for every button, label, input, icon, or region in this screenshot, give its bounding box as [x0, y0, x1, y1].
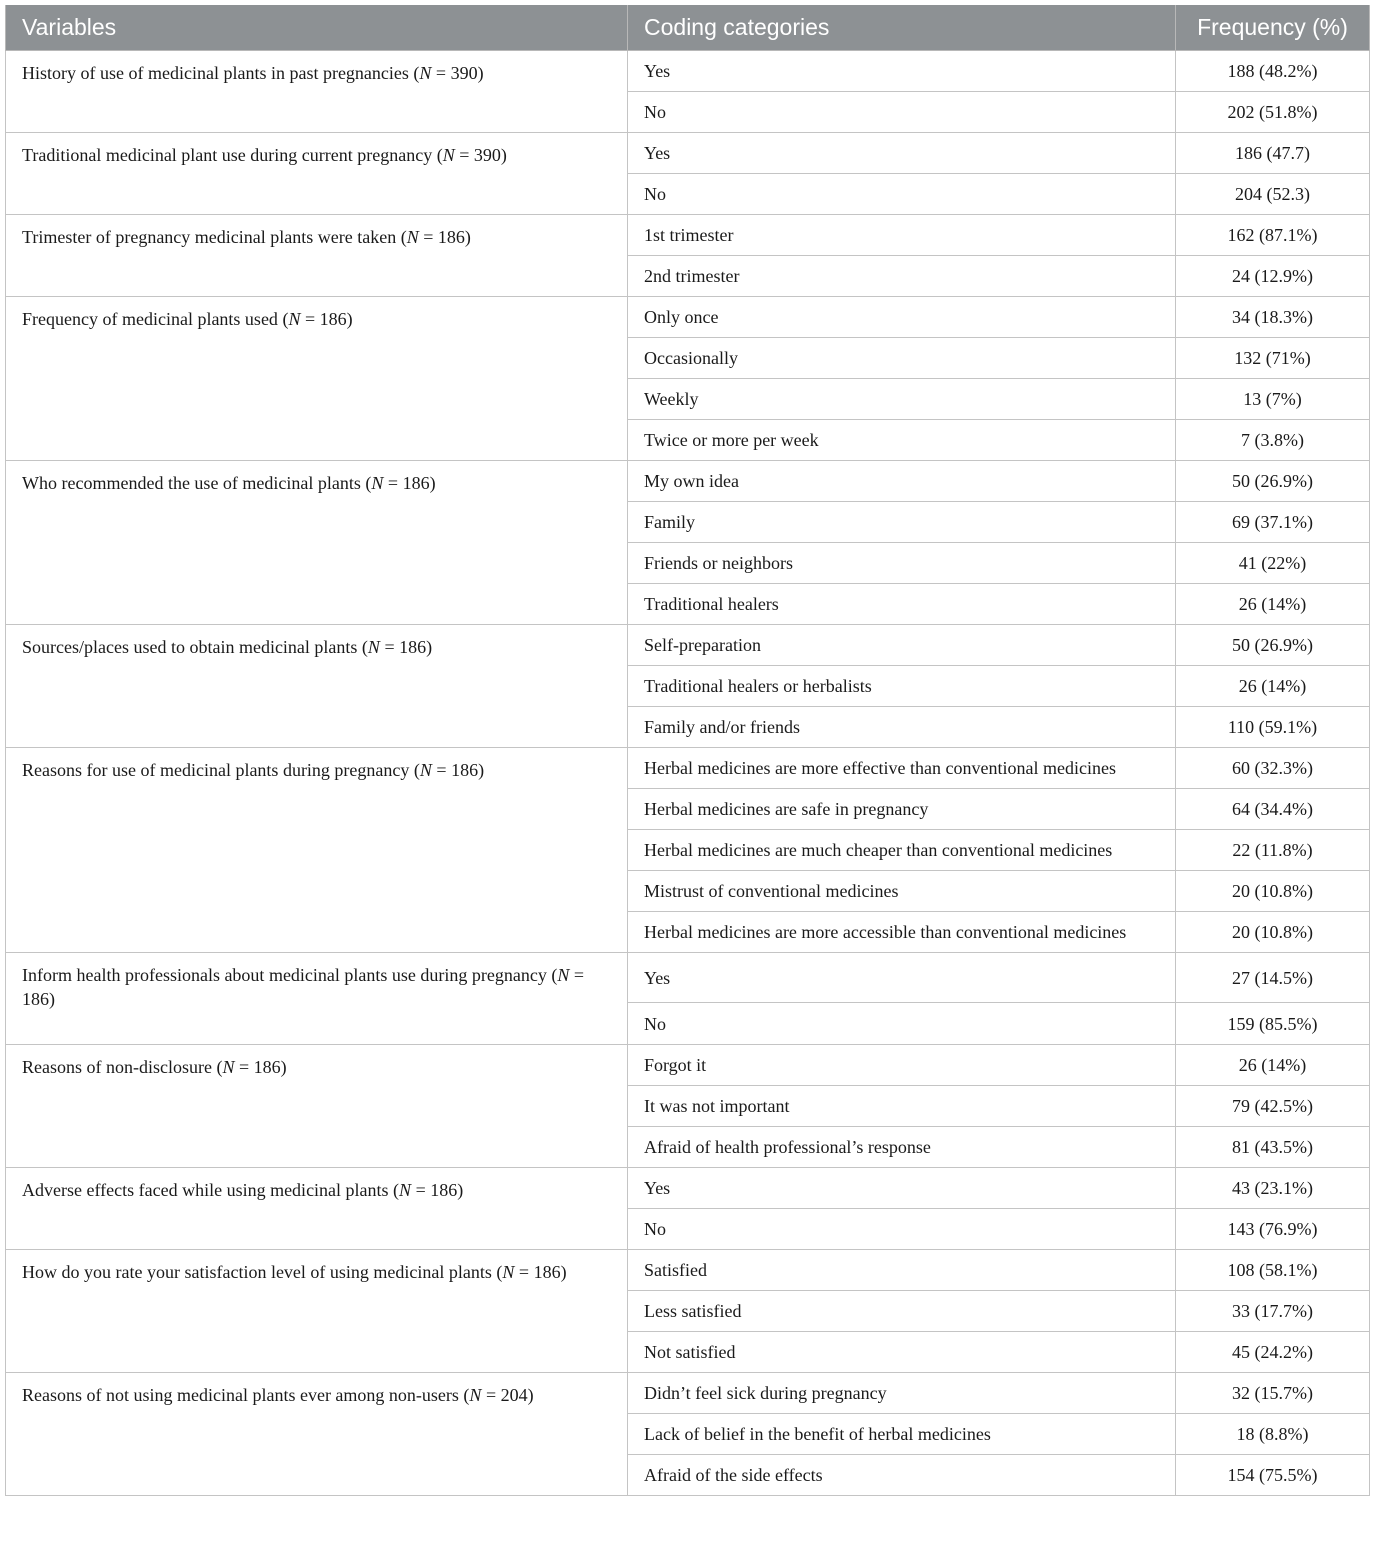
coding-category-cell: Herbal medicines are more accessible than conventional medicines — [628, 912, 1176, 953]
frequency-cell: 26 (14%) — [1176, 666, 1370, 707]
variable-cell: Frequency of medicinal plants used (N = 186) — [6, 297, 628, 461]
variable-cell: Adverse effects faced while using medicinal plants (N = 186) — [6, 1168, 628, 1250]
coding-category-cell: Not satisfied — [628, 1332, 1176, 1373]
sample-size-symbol: N — [442, 145, 455, 165]
table-row — [6, 1373, 1370, 1414]
table-row — [6, 1168, 1370, 1209]
coding-category-cell: No — [628, 1003, 1176, 1045]
table-row — [6, 51, 1370, 92]
frequency-cell: 108 (58.1%) — [1176, 1250, 1370, 1291]
header-coding-categories: Coding categories — [628, 5, 1176, 51]
coding-category-cell: Forgot it — [628, 1045, 1176, 1086]
sample-size-symbol: N — [502, 1262, 515, 1282]
sample-size-value: 186 — [399, 637, 427, 657]
frequency-cell: 26 (14%) — [1176, 1045, 1370, 1086]
sample-size-symbol: N — [371, 473, 384, 493]
sample-size-symbol: N — [367, 637, 380, 657]
variable-label: Traditional medicinal plant use during current pregnancy — [22, 145, 433, 165]
frequency-cell: 20 (10.8%) — [1176, 912, 1370, 953]
sample-size-symbol: N — [469, 1385, 482, 1405]
frequency-cell: 50 (26.9%) — [1176, 625, 1370, 666]
sample-size-value: 204 — [500, 1385, 528, 1405]
sample-size-symbol: N — [288, 309, 301, 329]
variable-label: Reasons for use of medicinal plants during pregnancy — [22, 760, 410, 780]
coding-category-cell: My own idea — [628, 461, 1176, 502]
variable-cell: Inform health professionals about medicinal plants use during pregnancy (N = 186) — [6, 953, 628, 1045]
frequency-cell: 22 (11.8%) — [1176, 830, 1370, 871]
sample-size-value: 186 — [430, 1180, 458, 1200]
coding-category-cell: 2nd trimester — [628, 256, 1176, 297]
sample-size-value: 390 — [473, 145, 501, 165]
coding-category-cell: Mistrust of conventional medicines — [628, 871, 1176, 912]
table-header — [6, 5, 1370, 51]
table-row — [6, 1045, 1370, 1086]
sample-size-symbol: N — [419, 760, 432, 780]
variable-label: How do you rate your satisfaction level of using medicinal plants — [22, 1262, 492, 1282]
coding-category-cell: Traditional healers or herbalists — [628, 666, 1176, 707]
frequency-cell: 33 (17.7%) — [1176, 1291, 1370, 1332]
coding-category-cell: No — [628, 1209, 1176, 1250]
frequency-cell: 79 (42.5%) — [1176, 1086, 1370, 1127]
table-row — [6, 133, 1370, 174]
coding-category-cell: Friends or neighbors — [628, 543, 1176, 584]
coding-category-cell: Traditional healers — [628, 584, 1176, 625]
frequency-cell: 154 (75.5%) — [1176, 1455, 1370, 1496]
coding-category-cell: Weekly — [628, 379, 1176, 420]
table-row — [6, 297, 1370, 338]
frequency-cell: 34 (18.3%) — [1176, 297, 1370, 338]
sample-size-value: 186 — [533, 1262, 561, 1282]
frequency-cell: 110 (59.1%) — [1176, 707, 1370, 748]
frequency-cell: 81 (43.5%) — [1176, 1127, 1370, 1168]
coding-category-cell: Didn’t feel sick during pregnancy — [628, 1373, 1176, 1414]
frequency-cell: 69 (37.1%) — [1176, 502, 1370, 543]
variable-label: Sources/places used to obtain medicinal plants — [22, 637, 358, 657]
coding-category-cell: Satisfied — [628, 1250, 1176, 1291]
variable-cell: Sources/places used to obtain medicinal plants (N = 186) — [6, 625, 628, 748]
coding-category-cell: Yes — [628, 1168, 1176, 1209]
variable-label: Inform health professionals about medicinal plants use during pregnancy — [22, 965, 547, 985]
sample-size-value: 186 — [253, 1057, 281, 1077]
coding-category-cell: Herbal medicines are much cheaper than conventional medicines — [628, 830, 1176, 871]
frequency-cell: 159 (85.5%) — [1176, 1003, 1370, 1045]
variable-cell: Reasons for use of medicinal plants during pregnancy (N = 186) — [6, 748, 628, 953]
coding-category-cell: No — [628, 174, 1176, 215]
coding-category-cell: 1st trimester — [628, 215, 1176, 256]
frequency-cell: 20 (10.8%) — [1176, 871, 1370, 912]
table-row — [6, 461, 1370, 502]
sample-size-symbol: N — [399, 1180, 412, 1200]
coding-category-cell: Yes — [628, 953, 1176, 1003]
sample-size-value: 186 — [451, 760, 479, 780]
frequency-cell: 43 (23.1%) — [1176, 1168, 1370, 1209]
sample-size-value: 186 — [22, 989, 49, 1009]
variable-label: Frequency of medicinal plants used — [22, 309, 278, 329]
variable-cell: Trimester of pregnancy medicinal plants were taken (N = 186) — [6, 215, 628, 297]
frequency-cell: 18 (8.8%) — [1176, 1414, 1370, 1455]
variable-cell: Reasons of non-disclosure (N = 186) — [6, 1045, 628, 1168]
sample-size-value: 186 — [402, 473, 430, 493]
variable-label: History of use of medicinal plants in past pregnancies — [22, 63, 409, 83]
variable-cell: Traditional medicinal plant use during current pregnancy (N = 390) — [6, 133, 628, 215]
coding-category-cell: Afraid of health professional’s response — [628, 1127, 1176, 1168]
coding-category-cell: Afraid of the side effects — [628, 1455, 1176, 1496]
coding-category-cell: Herbal medicines are safe in pregnancy — [628, 789, 1176, 830]
table-row — [6, 953, 1370, 1003]
coding-category-cell: Yes — [628, 133, 1176, 174]
frequency-cell: 202 (51.8%) — [1176, 92, 1370, 133]
header-frequency: Frequency (%) — [1176, 5, 1370, 51]
coding-category-cell: No — [628, 92, 1176, 133]
table-row — [6, 215, 1370, 256]
variable-cell: Reasons of not using medicinal plants ever among non-users (N = 204) — [6, 1373, 628, 1496]
variable-label: Reasons of not using medicinal plants ever among non-users — [22, 1385, 459, 1405]
sample-size-symbol: N — [557, 965, 570, 985]
coding-category-cell: Family — [628, 502, 1176, 543]
variable-label: Reasons of non-disclosure — [22, 1057, 212, 1077]
variable-label: Trimester of pregnancy medicinal plants were taken — [22, 227, 397, 247]
coding-category-cell: Occasionally — [628, 338, 1176, 379]
frequency-cell: 204 (52.3) — [1176, 174, 1370, 215]
table-row — [6, 748, 1370, 789]
header-variables: Variables — [6, 5, 628, 51]
frequency-cell: 50 (26.9%) — [1176, 461, 1370, 502]
sample-size-value: 186 — [437, 227, 465, 247]
frequency-cell: 32 (15.7%) — [1176, 1373, 1370, 1414]
sample-size-value: 390 — [450, 63, 478, 83]
frequency-cell: 186 (47.7) — [1176, 133, 1370, 174]
variable-label: Who recommended the use of medicinal plants — [22, 473, 361, 493]
coding-category-cell: Less satisfied — [628, 1291, 1176, 1332]
coding-category-cell: Family and/or friends — [628, 707, 1176, 748]
sample-size-value: 186 — [319, 309, 347, 329]
table-row — [6, 625, 1370, 666]
frequency-cell: 132 (71%) — [1176, 338, 1370, 379]
frequency-cell: 60 (32.3%) — [1176, 748, 1370, 789]
frequency-cell: 45 (24.2%) — [1176, 1332, 1370, 1373]
coding-category-cell: Yes — [628, 51, 1176, 92]
coding-category-cell: Lack of belief in the benefit of herbal medicines — [628, 1414, 1176, 1455]
frequency-cell: 143 (76.9%) — [1176, 1209, 1370, 1250]
data-table — [5, 5, 1370, 1496]
sample-size-symbol: N — [222, 1057, 235, 1077]
frequency-cell: 162 (87.1%) — [1176, 215, 1370, 256]
frequency-cell: 41 (22%) — [1176, 543, 1370, 584]
coding-category-cell: It was not important — [628, 1086, 1176, 1127]
sample-size-symbol: N — [419, 63, 432, 83]
table-row — [6, 1250, 1370, 1291]
table-body — [6, 51, 1370, 1496]
coding-category-cell: Twice or more per week — [628, 420, 1176, 461]
sample-size-symbol: N — [406, 227, 419, 247]
frequency-cell: 26 (14%) — [1176, 584, 1370, 625]
coding-category-cell: Self-preparation — [628, 625, 1176, 666]
frequency-cell: 64 (34.4%) — [1176, 789, 1370, 830]
frequency-cell: 24 (12.9%) — [1176, 256, 1370, 297]
frequency-cell: 7 (3.8%) — [1176, 420, 1370, 461]
frequency-cell: 13 (7%) — [1176, 379, 1370, 420]
frequency-cell: 27 (14.5%) — [1176, 953, 1370, 1003]
variable-cell: History of use of medicinal plants in past pregnancies (N = 390) — [6, 51, 628, 133]
variable-cell: Who recommended the use of medicinal plants (N = 186) — [6, 461, 628, 625]
variable-cell: How do you rate your satisfaction level of using medicinal plants (N = 186) — [6, 1250, 628, 1373]
variable-label: Adverse effects faced while using medicinal plants — [22, 1180, 389, 1200]
frequency-cell: 188 (48.2%) — [1176, 51, 1370, 92]
header-row — [6, 5, 1370, 51]
coding-category-cell: Only once — [628, 297, 1176, 338]
coding-category-cell: Herbal medicines are more effective than conventional medicines — [628, 748, 1176, 789]
